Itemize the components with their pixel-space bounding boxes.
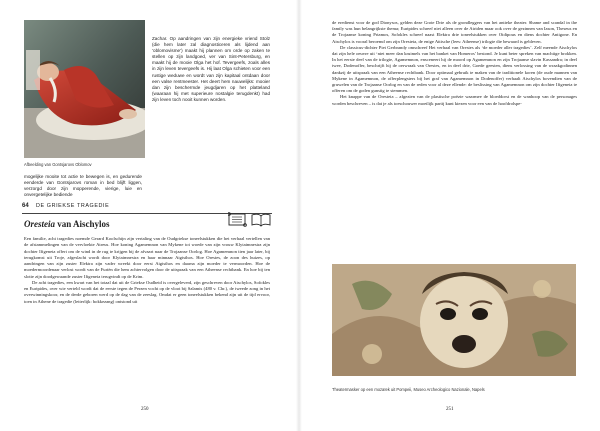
paragraph: De acht tragedies, een kwart van het totaal dat uit de Griekse Oudheid is overgeleverd, zijn geschreven door Aischylos, Sofokles en Euripides, over wie verteld wordt dat de eerste tegen de Perzen vocht op de vloot bij Salamis (480 v. Chr.), de tweede zong in het overwinningskoor, en de derde geboren werd op de dag van de zeeslag. Omdat er geen toneelstukken bekend zijn uit de tijd ervoor, toen in Athene de tragedie (letterlijk: bokkezang) ontstond uit [24,279,270,304]
right-body-text [332,20,577,107]
section-title-italic: Oresteia [24,219,55,229]
page-number: 251 [446,407,454,412]
section-label: DE GRIEKSE TRAGEDIE [36,203,110,210]
left-body-text [24,236,270,305]
page-number: 250 [141,407,149,412]
section-icons [228,211,272,227]
oblomov-painting [24,20,145,158]
section-title [24,219,110,229]
paragraph: Een familie, acht tragedies noemde Gerard Koolschijn zijn vertaling van de Oudgriekse toneelstukken die het verhaal vertellen van de afstammelingen van de vervloekte Atreus. Hoe koning Agamemnon van Mykene tot woede van zijn vrouw Klytaimnestra zijn dochter Ifigeneia offert om de wind in de rug te krijgen bij de afvaart naar de Trojaanse Oorlog. Hoe Agamemnon tien jaar later, bij terugkomst uit Troje, afgeslacht wordt door Klytaimnestra en haar minnaar Aigisthos. Hoe Orestes, de zoon des huizes, op aandringen van zijn zuster Elektra zijn vader wreekt door eerst Aigisthos en daarna zijn moeder te vermoorden. Hoe de moedermoordenaar verlost wordt van de Furiën die hem achtervolgen door de uitspraak van een Atheense rechtbank. En hoe bij ten slotte zijn doodgewaande zuster Ifigeneia terugvindt op de Krim. [24,236,270,279]
left-page [0,0,296,431]
paragraph: De classicus-dichter Piet Gerbrandy omschreef Het verhaal van Orestes als ‘de moeder aller tragedies’. Zelf meende Aischylos dat zijn hele oeuvre uit ‘niet meer dan kruimels van het banket van Homeros’ bestond. Je kunt beter spreken van machtige brokken. In het eerste deel van de trilogie, Agamemnon, ensceneert hij de moord op Agamemnon en zijn Trojaanse slavin Kassandra; in deel twee, Dodenoffer, beschrijft hij de oerwraak van Orestes, en in deel drie, Goede geesten, diens verlossing van de wraakgodinnen dankzij de uitspraak van een Atheense rechtbank. Door optimaal gebruik te maken van de traditionele koren (de oude mannen van Mykene in Agamemnon, de offerplengsters bij het graf van Agamemnon in Dodenoffer) verhaalt Aischylos bovendien van de gruwelen van de Trojaanse Oorlog en van de reden voor al deze ellende: de beslissing van Agamemnon om zijn dochter Ifigeneia te offeren om de goden gunstig te stemmen. [332,44,577,94]
section-title-rest: van Aischylos [57,219,110,229]
scroll-icon [228,213,246,227]
left-column-1-text [24,174,142,198]
section-number: 64 [22,203,29,209]
paragraph: Het knappe van de Oresteia – afgezien van de plastische poëzie waarmee de bloeddorst en de wanhoop van de personages worden beschreven – is dat je als toeschouwer moeilijk partij kunt kiezen voor een van de hoofdrolspe- [332,94,577,106]
painting-caption: Afbeelding van Gontsjarovs Oblomov [24,162,92,167]
book-icon [252,214,270,226]
theatre-mask-mosaic [332,264,576,376]
paragraph: de eredienst voor de god Dionysos, gelden deze Grote Drie als de grondleggers van het antieke theater. Shame and scandal in the family was hun belangrijkste thema; Euripides schreef niet alleen over de Atriden maar ook over de gezinnen van Iason, Theseus en de Trojaanse koning Priamos, Sofokles schreef naast Elektra drie toneelstukken over Oidipous en diens dochter Antigone. En Aischylos is vooral beroemd om zijn Oresteia, de enige Attische (lees: Atheense) trilogie die bewaard is gebleven. [332,20,577,44]
paragraph: mogelijke mooite tot actie te bewegen is, en gedurende eenderde van Gontsjarovs roman in bed blijft liggen, verzorgd door zijn mopperende, vierige, luie en onvergetelijke bediende [24,174,142,198]
mosaic-caption: Theatermasker op een mozaïek uit Pompeii, Museo Archeologico Nazionale, Napels [332,387,485,392]
paragraph: Zachar. Op aandringen van zijn energieke vriend Stolz (die hem later zal diagnosticeren als lijdend aan ‘oblomovisme’) maakt hij plannen om orde op zaken te stellen op zijn landgoed, ver van Sint-Petersburg, en maakt hij de mooie Olga het hof. Tevergeefs, zoals alles in zijn leven tevergeefs is. Hij laat Olga schieten voor een rustige weduwe en wordt van zijn kapitaal ontdaan door een valse rentmeester. Het deert hem nauwelijks: mooier dan zijn beschermde jeugdjaren op het platteland (waaraan hij met superieure nostalgie terugdenkt) had zijn leven toch nooit kunnen worden. [152,36,270,102]
left-column-2-text [152,36,270,103]
